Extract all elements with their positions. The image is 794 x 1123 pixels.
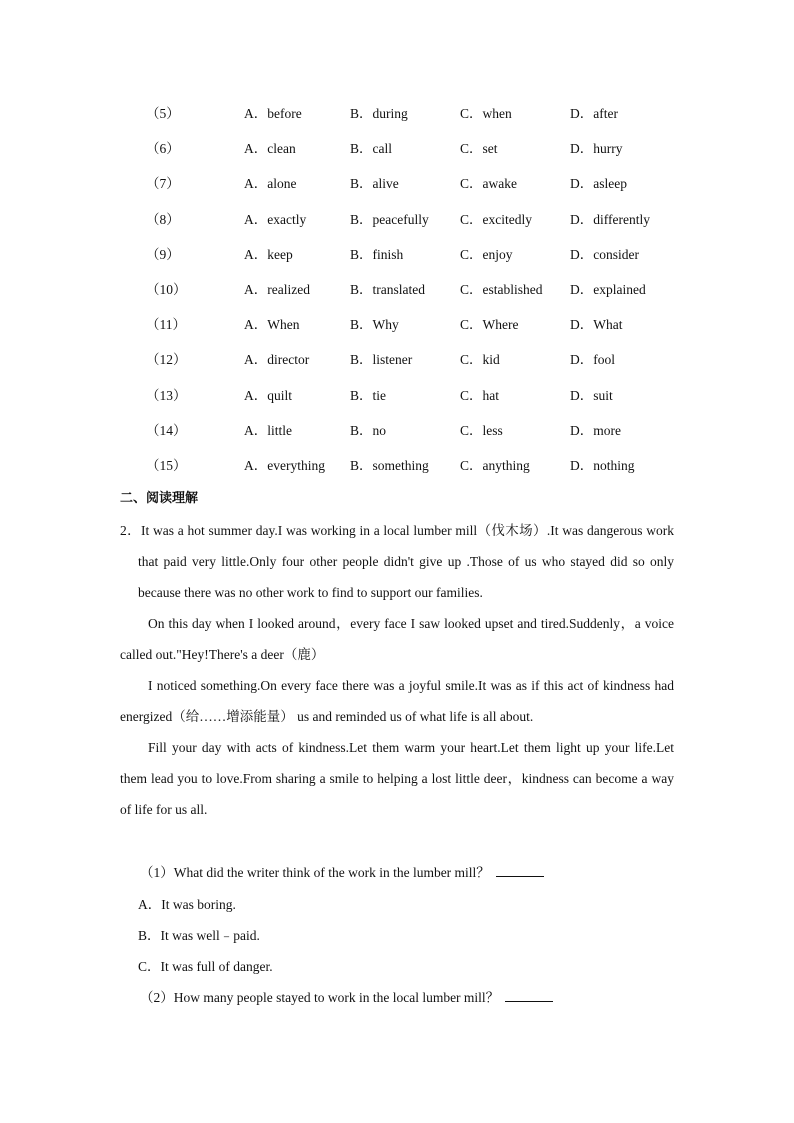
- question-1: [140, 862, 544, 884]
- option-d: D．differently: [570, 211, 650, 227]
- question-number: （10）: [146, 282, 187, 297]
- option-a: A．director: [244, 352, 310, 368]
- option-a: A．keep: [244, 246, 293, 262]
- choice-row: [0, 103, 794, 125]
- option-c: C．enjoy: [460, 246, 513, 262]
- question-number: （12）: [146, 352, 187, 368]
- section-title: 二、阅读理解: [120, 491, 199, 506]
- choice-row: [0, 349, 794, 371]
- question-number: （15）: [146, 458, 187, 473]
- option-a: A．before: [244, 106, 302, 121]
- option-d: D．fool: [570, 352, 615, 368]
- option-a: A．realized: [244, 282, 310, 297]
- question-number: （5）: [146, 106, 180, 121]
- option-a: A．alone: [244, 176, 297, 192]
- option-d: D．more: [570, 422, 621, 438]
- choice-row: [0, 138, 794, 160]
- option-c: C．anything: [460, 458, 530, 473]
- option-c: C．set: [460, 141, 498, 157]
- option-d: D．explained: [570, 282, 646, 297]
- question-1-option-b: B．It was well﹣paid.: [138, 928, 260, 943]
- question-1-option-c: C．It was full of danger.: [138, 959, 273, 974]
- option-d: D．hurry: [570, 141, 623, 157]
- choice-row: [0, 314, 794, 336]
- option-c: C．when: [460, 106, 512, 121]
- question-number: （8）: [146, 211, 180, 227]
- choice-row: [0, 455, 794, 477]
- option-c: C．hat: [460, 387, 499, 403]
- question-number: （11）: [146, 317, 186, 333]
- question-number: （14）: [146, 422, 187, 438]
- passage-paragraph-2: On this day when I looked around，every face I saw looked upset and tired.Suddenly，a voice called out."Hey!There's a deer（鹿）: [120, 616, 674, 662]
- choice-row: [0, 173, 794, 195]
- question-2-text: （2）How many people stayed to work in the local lumber mill？: [140, 990, 500, 1005]
- choice-row: [0, 244, 794, 266]
- option-d: D．asleep: [570, 176, 627, 192]
- option-b: B．finish: [350, 246, 404, 262]
- option-b: B．listener: [350, 352, 413, 368]
- option-d: D．consider: [570, 246, 639, 262]
- option-a: A．When: [244, 317, 300, 333]
- option-c: C．excitedly: [460, 211, 532, 227]
- passage-paragraph-4: Fill your day with acts of kindness.Let them warm your heart.Let them light up your life.Let them lead you to love.From sharing a smile to helping a lost little deer，kindness can become a way of life for us all.: [120, 740, 674, 817]
- passage-paragraph-1: 2．It was a hot summer day.I was working in a local lumber mill（伐木场）.It was dangerous work that paid very little.Only four other people didn't give up .Those of us who stayed did so only because there was no other work to find to support our families.: [120, 523, 674, 600]
- question-2: [140, 987, 553, 1009]
- option-c: C．less: [460, 422, 503, 438]
- choice-row: [0, 279, 794, 301]
- answer-blank[interactable]: [505, 987, 553, 1002]
- option-b: B．no: [350, 422, 387, 438]
- question-number: （13）: [146, 387, 187, 403]
- choice-row: [0, 420, 794, 442]
- option-b: B．something: [350, 458, 429, 473]
- question-number: （9）: [146, 246, 180, 262]
- option-d: D．nothing: [570, 458, 635, 473]
- option-a: A．clean: [244, 141, 296, 157]
- option-b: B．during: [350, 106, 408, 121]
- passage-paragraph-3: I noticed something.On every face there was a joyful smile.It was as if this act of kindness had energized（给……增添能量） us and reminded us of what life is all about.: [120, 678, 674, 724]
- answer-blank[interactable]: [496, 862, 544, 877]
- option-a: A．little: [244, 422, 292, 438]
- option-b: B．call: [350, 141, 392, 157]
- question-1-option-a: A．It was boring.: [138, 897, 236, 912]
- option-d: D．suit: [570, 387, 613, 403]
- question-number: （7）: [146, 176, 180, 192]
- question-1-text: （1）What did the writer think of the work in the lumber mill？: [140, 865, 490, 880]
- option-c: C．established: [460, 282, 543, 297]
- question-number: （6）: [146, 141, 180, 157]
- option-b: B．tie: [350, 387, 386, 403]
- option-c: C．kid: [460, 352, 500, 368]
- option-a: A．everything: [244, 458, 325, 473]
- option-b: B．translated: [350, 282, 425, 297]
- option-d: D．after: [570, 106, 618, 121]
- option-b: B．peacefully: [350, 211, 429, 227]
- option-b: B．alive: [350, 176, 399, 192]
- option-a: A．exactly: [244, 211, 307, 227]
- option-c: C．awake: [460, 176, 517, 192]
- option-d: D．What: [570, 317, 623, 333]
- choice-row: [0, 209, 794, 231]
- option-c: C．Where: [460, 317, 519, 333]
- option-a: A．quilt: [244, 387, 293, 403]
- option-b: B．Why: [350, 317, 399, 333]
- choice-row: [0, 385, 794, 407]
